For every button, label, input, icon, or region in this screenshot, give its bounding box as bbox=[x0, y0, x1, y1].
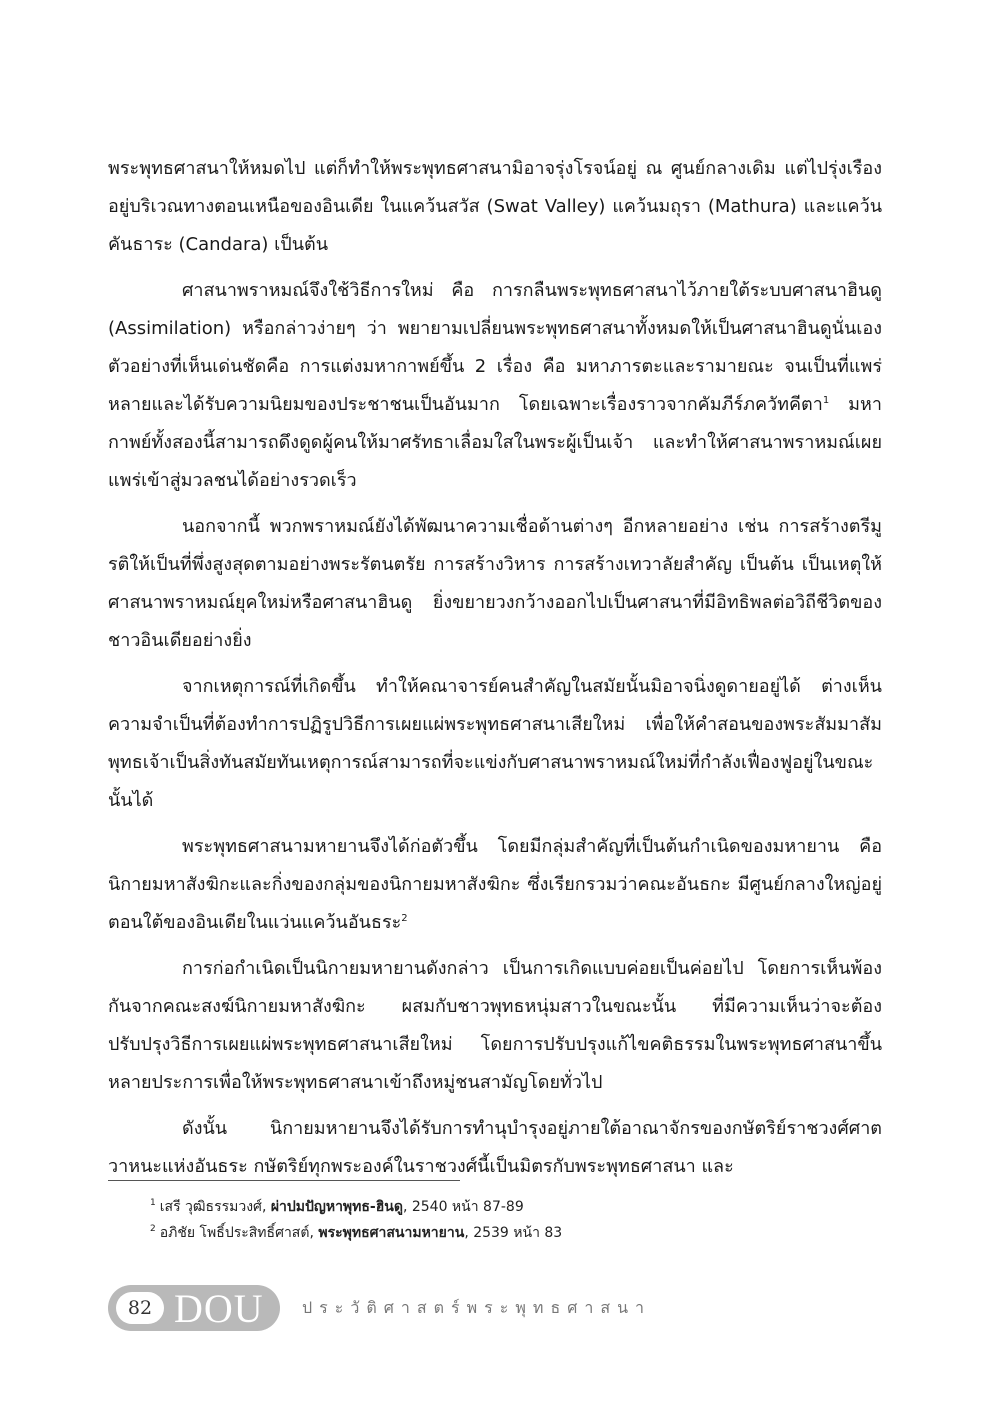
footnote-ref[interactable]: 2 bbox=[401, 913, 408, 924]
paragraph bbox=[108, 828, 882, 942]
paragraph-text: ดังนั้น นิกายมหายานจึงได้รับการทำนุบำรุงอยู่ภายใต้อาณาจักรของกษัตริย์ราชวงศ์ศาตวาหนะแห่งอันธระ กษัตริย์ทุกพระองค์ในราชวงศ์นี้เป็นมิตรกับพระพุทธศาสนา และ bbox=[108, 1118, 882, 1177]
page-footer bbox=[108, 1284, 651, 1332]
footnote-number: 2 bbox=[150, 1224, 156, 1235]
footnote bbox=[150, 1220, 880, 1246]
footer-badge bbox=[108, 1285, 280, 1331]
footnote-number: 1 bbox=[150, 1198, 156, 1209]
dou-logo: DOU bbox=[174, 1285, 264, 1331]
paragraph-text: ศาสนาพราหมณ์จึงใช้วิธีการใหม่ คือ การกลืนพระพุทธศาสนาไว้ภายใต้ระบบศาสนาฮินดู (Assimilation) หรือกล่าวง่ายๆ ว่า พยายามเปลี่ยนพระพุทธศาสนาทั้งหมดให้เป็นศาสนาฮินดูนั่นเอง ตัวอย่างที่เห็นเด่นชัดคือ การแต่งมหากาพย์ขึ้น 2 เรื่อง คือ มหาภารตะและรามายณะ จนเป็นที่แพร่หลายและได้รับความนิยมของประชาชนเป็นอันมาก โดยเฉพาะเรื่องราวจากคัมภีร์ภควัทคีตา bbox=[108, 280, 882, 415]
footnote-author: อภิชัย โพธิ์ประสิทธิ์ศาสต์, bbox=[159, 1225, 319, 1241]
footnotes bbox=[150, 1194, 880, 1246]
footnote-title: ผ่าปมปัญหาพุทธ-ฮินดู bbox=[270, 1199, 403, 1215]
book-title: ประวัติศาสตร์พระพุทธศาสนา bbox=[302, 1297, 652, 1317]
paragraph-text: จากเหตุการณ์ที่เกิดขึ้น ทำให้คณาจารย์คนสำคัญในสมัยนั้นมิอาจนิ่งดูดายอยู่ได้ ต่างเห็นความจำเป็นที่ต้องทำการปฏิรูปวิธีการเผยแผ่พระพุทธศาสนาเสียใหม่ เพื่อให้คำสอนของพระสัมมาสัมพุทธเจ้าเป็นสิ่งทันสมัยทันเหตุการณ์สามารถที่จะแข่งกับศาสนาพราหมณ์ใหม่ที่กำลังเฟื่องฟูอยู่ในขณะนั้นได้ bbox=[108, 676, 882, 811]
paragraph-text: นอกจากนี้ พวกพราหมณ์ยังได้พัฒนาความเชื่อด้านต่างๆ อีกหลายอย่าง เช่น การสร้างตรีมูรติให้เป็นที่พึ่งสูงสุดตามอย่างพระรัตนตรัย การสร้างวิหาร การสร้างเทวาลัยสำคัญ เป็นต้น เป็นเหตุให้ศาสนาพราหมณ์ยุคใหม่หรือศาสนาฮินดู ยิ่งขยายวงกว้างออกไปเป็นศาสนาที่มีอิทธิพลต่อวิถีชีวิตของชาวอินเดียอย่างยิ่ง bbox=[108, 516, 882, 651]
footnote-details: , 2540 หน้า 87-89 bbox=[402, 1199, 524, 1215]
paragraph-text: มหากาพย์ทั้งสองนี้สามารถดึงดูดผู้คนให้มาศรัทธาเลื่อมใสในพระผู้เป็นเจ้า และทำให้ศาสนาพราหมณ์เผยแพร่เข้าสู่มวลชนได้อย่างรวดเร็ว bbox=[108, 394, 882, 491]
paragraph-text: พระพุทธศาสนามหายานจึงได้ก่อตัวขึ้น โดยมีกลุ่มสำคัญที่เป็นต้นกำเนิดของมหายาน คือ นิกายมหาสังฆิกะและกิ่งของกลุ่มของนิกายมหาสังฆิกะ ซึ่งเรียกรวมว่าคณะอันธกะ มีศูนย์กลางใหญ่อยู่ตอนใต้ของอินเดียในแว่นแคว้นอันธระ bbox=[108, 836, 882, 933]
paragraph bbox=[108, 950, 882, 1102]
footnote-author: เสรี วุฒิธรรมวงศ์, bbox=[159, 1199, 271, 1215]
footnote bbox=[150, 1194, 880, 1220]
paragraph bbox=[108, 508, 882, 660]
paragraph-text: พระพุทธศาสนาให้หมดไป แต่ก็ทำให้พระพุทธศาสนามิอาจรุ่งโรจน์อยู่ ณ ศูนย์กลางเดิม แต่ไปรุ่งเรืองอยู่บริเวณทางตอนเหนือของอินเดีย ในแคว้นสวัส (Swat Valley) แคว้นมถุรา (Mathura) และแคว้นคันธาระ (Candara) เป็นต้น bbox=[108, 158, 882, 255]
paragraph bbox=[108, 668, 882, 820]
paragraph-text: การก่อกำเนิดเป็นนิกายมหายานดังกล่าว เป็นการเกิดแบบค่อยเป็นค่อยไป โดยการเห็นพ้องกันจากคณะสงฆ์นิกายมหาสังฆิกะ ผสมกับชาวพุทธหนุ่มสาวในขณะนั้น ที่มีความเห็นว่าจะต้องปรับปรุงวิธีการเผยแผ่พระพุทธศาสนาเสียใหม่ โดยการปรับปรุงแก้ไขคติธรรมในพระพุทธศาสนาขึ้นหลายประการเพื่อให้พระพุทธศาสนาเข้าถึงหมู่ชนสามัญโดยทั่วไป bbox=[108, 958, 882, 1093]
footnote-details: , 2539 หน้า 83 bbox=[464, 1225, 563, 1241]
footnote-divider bbox=[108, 1180, 460, 1181]
paragraph bbox=[108, 272, 882, 500]
page-number: 82 bbox=[116, 1292, 164, 1324]
footnote-title: พระพุทธศาสนามหายาน bbox=[318, 1225, 465, 1241]
paragraph bbox=[108, 1110, 882, 1186]
footnote-ref[interactable]: 1 bbox=[822, 395, 830, 406]
paragraph bbox=[108, 150, 882, 264]
body-text bbox=[108, 150, 882, 1194]
